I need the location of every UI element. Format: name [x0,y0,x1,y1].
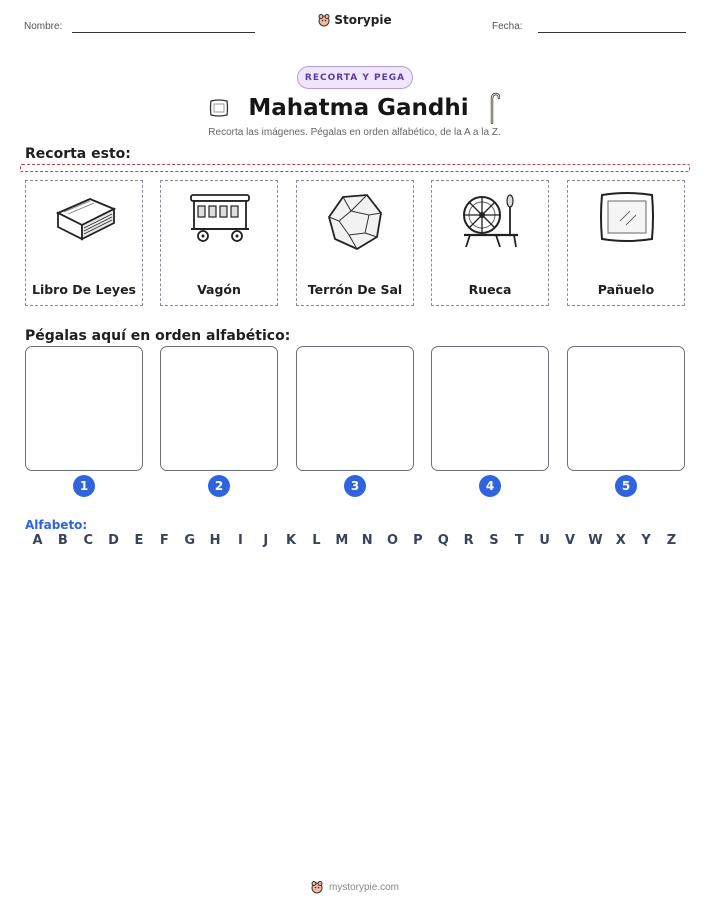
brand-logo [0,13,709,27]
footer-url[interactable]: mystorypie.com [328,881,399,893]
alphabet-letter: T [514,533,524,548]
alphabet-letter: F [159,533,169,548]
cut-card-label: Libro De Leyes [31,282,137,297]
cut-card-book[interactable] [25,180,143,306]
alphabet-letter: O [387,533,399,548]
number-badge-4: 4 [479,475,501,497]
cut-card-label: Vagón [197,282,241,297]
alphabet-letter: K [286,533,297,548]
number-badge-1: 1 [73,475,95,497]
instructions: Recorta las imágenes. Pégalas en orden alfabético, de la A a la Z. [208,127,501,138]
alphabet-heading: Alfabeto: [25,518,88,532]
alphabet-letter: H [209,533,221,548]
paste-box-2[interactable] [160,346,278,471]
alphabet-letter: A [32,533,43,548]
cut-card-salt[interactable] [296,180,414,306]
activity-badge: RECORTA Y PEGA [297,66,413,89]
alphabet-letter: N [361,533,373,548]
paste-box-3[interactable] [296,346,414,471]
alphabet-letter: Y [641,533,651,548]
spinning-wheel-icon [456,187,526,251]
number-badge-2: 2 [208,475,230,497]
alphabet-letter: M [335,533,349,548]
alphabet-letter: V [565,533,576,548]
handkerchief-icon [208,97,230,119]
paste-box-5[interactable] [567,346,685,471]
alphabet-letter: G [184,533,195,548]
alphabet-letter: Q [437,533,449,548]
alphabet-letter: C [83,533,93,548]
number-badge-3: 3 [344,475,366,497]
cut-card-spinning-wheel[interactable] [431,180,549,306]
alphabet-letter: Z [666,533,677,548]
alphabet-letter: E [134,533,144,548]
walking-stick-icon [487,92,501,124]
title-row [0,92,709,124]
paste-box-4[interactable] [431,346,549,471]
cut-card-train-car[interactable] [160,180,278,306]
cut-card-label: Pañuelo [597,282,655,297]
book-icon [50,187,120,247]
name-label: Nombre: [24,21,63,32]
cut-heading: Recorta esto: [25,146,131,162]
cut-card-label: Terrón De Sal [307,282,403,297]
cut-card-label: Rueca [468,282,512,297]
alphabet-letter: X [615,533,626,548]
alphabet-row [25,533,684,548]
alphabet-letter: J [263,533,269,548]
paste-heading: Pégalas aquí en orden alfabético: [25,328,291,344]
salt-crystal-icon [321,187,391,257]
alphabet-letter: W [588,533,603,548]
alphabet-letter: D [108,533,119,548]
name-line [72,32,255,33]
train-car-icon [185,187,255,247]
storypie-mascot-icon [317,13,331,27]
date-label: Fecha: [492,21,523,32]
storypie-mascot-icon [310,880,324,894]
brand-name: Storypie [334,13,392,27]
alphabet-letter: I [237,533,243,548]
alphabet-letter: P [413,533,423,548]
page-title: Mahatma Gandhi [248,95,469,121]
handkerchief-icon [592,187,662,251]
footer [0,880,709,894]
number-badge-5: 5 [615,475,637,497]
alphabet-letter: L [312,533,321,548]
alphabet-letter: S [489,533,499,548]
cut-line [20,164,690,172]
cut-card-handkerchief[interactable] [567,180,685,306]
date-line [538,32,686,33]
alphabet-letter: B [57,533,68,548]
alphabet-letter: U [539,533,550,548]
alphabet-letter: R [463,533,474,548]
paste-box-1[interactable] [25,346,143,471]
